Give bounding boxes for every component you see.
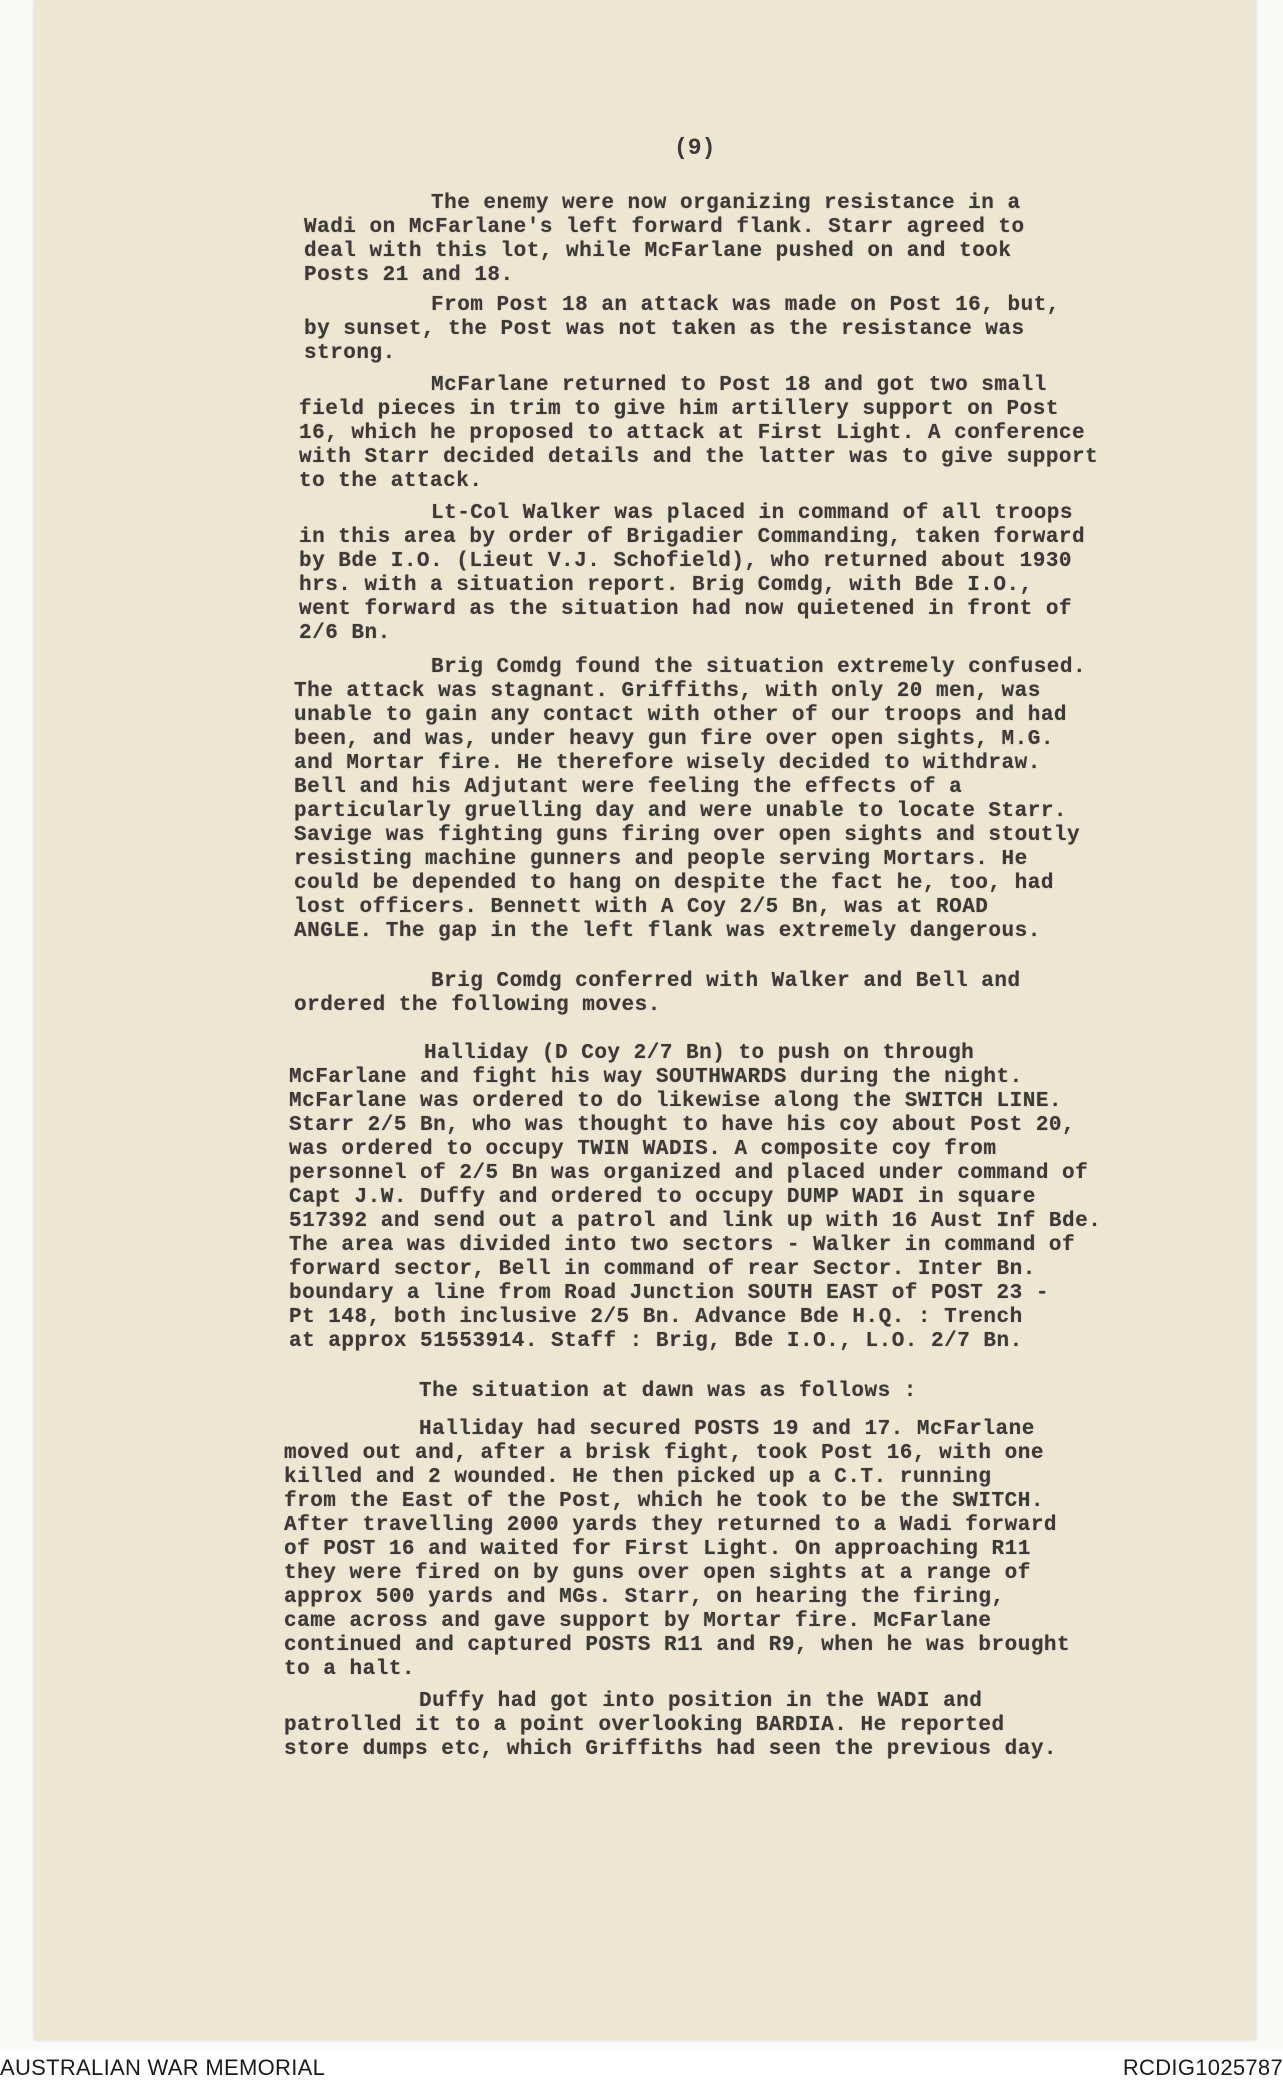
text-line: from the East of the Post, which he took to be the SWITCH.	[284, 1490, 1044, 1513]
text-line: deal with this lot, while McFarlane pushed on and took	[304, 240, 1012, 263]
text-line: lost officers. Bennett with A Coy 2/5 Bn, was at ROAD	[294, 896, 989, 919]
text-line: The situation at dawn was as follows :	[419, 1380, 917, 1403]
text-line: unable to gain any contact with other of our troops and had	[294, 704, 1068, 727]
text-line: Starr 2/5 Bn, who was thought to have his coy about Post 20,	[289, 1114, 1076, 1137]
text-line: Halliday had secured POSTS 19 and 17. McFarlane	[419, 1418, 1035, 1441]
text-line: went forward as the situation had now quietened in front of	[299, 598, 1073, 621]
text-line: The area was divided into two sectors - Walker in command of	[289, 1234, 1076, 1257]
text-line: McFarlane and fight his way SOUTHWARDS during the night.	[289, 1066, 1023, 1089]
typed-page	[34, 0, 1256, 2040]
text-line: Posts 21 and 18.	[304, 264, 514, 287]
text-line: by sunset, the Post was not taken as the resistance was	[304, 318, 1025, 341]
text-line: The enemy were now organizing resistance in a	[431, 192, 1021, 215]
text-line: strong.	[304, 342, 396, 365]
text-line: and Mortar fire. He therefore wisely decided to withdraw.	[294, 752, 1041, 775]
text-line: store dumps etc, which Griffiths had seen the previous day.	[284, 1738, 1058, 1761]
text-line: ordered the following moves.	[294, 994, 661, 1017]
text-line: field pieces in trim to give him artillery support on Post	[299, 398, 1059, 421]
text-line: continued and captured POSTS R11 and R9, when he was brought	[284, 1634, 1071, 1657]
text-line: 517392 and send out a patrol and link up with 16 Aust Inf Bde.	[289, 1210, 1102, 1233]
text-line: The attack was stagnant. Griffiths, with only 20 men, was	[294, 680, 1041, 703]
text-line: could be depended to hang on despite the fact he, too, had	[294, 872, 1054, 895]
text-line: patrolled it to a point overlooking BARDIA. He reported	[284, 1714, 1005, 1737]
text-line: particularly gruelling day and were unable to locate Starr.	[294, 800, 1068, 823]
text-line: at approx 51553914. Staff : Brig, Bde I.O., L.O. 2/7 Bn.	[289, 1330, 1023, 1353]
page-number: (9)	[674, 135, 716, 161]
text-line: in this area by order of Brigadier Commanding, taken forward	[299, 526, 1086, 549]
text-line: was ordered to occupy TWIN WADIS. A composite coy from	[289, 1138, 997, 1161]
text-line: personnel of 2/5 Bn was organized and placed under command of	[289, 1162, 1089, 1185]
text-line: by Bde I.O. (Lieut V.J. Schofield), who returned about 1930	[299, 550, 1073, 573]
footer-institution: AUSTRALIAN WAR MEMORIAL	[0, 2055, 326, 2080]
text-line: Savige was fighting guns firing over open sights and stoutly	[294, 824, 1081, 847]
text-line: Duffy had got into position in the WADI and	[419, 1690, 983, 1713]
text-line: Brig Comdg found the situation extremely confused.	[431, 656, 1087, 679]
text-line: moved out and, after a brisk fight, took Post 16, with one	[284, 1442, 1044, 1465]
footer	[0, 2051, 1283, 2082]
text-line: McFarlane was ordered to do likewise along the SWITCH LINE.	[289, 1090, 1063, 1113]
text-line: 2/6 Bn.	[299, 622, 391, 645]
text-line: Capt J.W. Duffy and ordered to occupy DUMP WADI in square	[289, 1186, 1036, 1209]
text-line: McFarlane returned to Post 18 and got two small	[431, 374, 1047, 397]
text-line: to a halt.	[284, 1658, 416, 1681]
text-line: been, and was, under heavy gun fire over open sights, M.G.	[294, 728, 1054, 751]
text-line: hrs. with a situation report. Brig Comdg, with Bde I.O.,	[299, 574, 1033, 597]
text-line: forward sector, Bell in command of rear Sector. Inter Bn.	[289, 1258, 1036, 1281]
text-line: Pt 148, both inclusive 2/5 Bn. Advance Bde H.Q. : Trench	[289, 1306, 1023, 1329]
text-line: Halliday (D Coy 2/7 Bn) to push on through	[424, 1042, 975, 1065]
text-line: with Starr decided details and the latter was to give support	[299, 446, 1099, 469]
text-line: they were fired on by guns over open sights at a range of	[284, 1562, 1031, 1585]
text-line: of POST 16 and waited for First Light. On approaching R11	[284, 1538, 1031, 1561]
text-line: boundary a line from Road Junction SOUTH EAST of POST 23 -	[289, 1282, 1049, 1305]
text-line: 16, which he proposed to attack at First Light. A conference	[299, 422, 1086, 445]
text-line: Lt-Col Walker was placed in command of all troops	[431, 502, 1074, 525]
text-line: approx 500 yards and MGs. Starr, on hearing the firing,	[284, 1586, 1005, 1609]
text-line: resisting machine gunners and people serving Mortars. He	[294, 848, 1028, 871]
text-line: Wadi on McFarlane's left forward flank. Starr agreed to	[304, 216, 1025, 239]
text-line: killed and 2 wounded. He then picked up a C.T. running	[284, 1466, 992, 1489]
text-line: Brig Comdg conferred with Walker and Bell and	[431, 970, 1021, 993]
text-line: From Post 18 an attack was made on Post 16, but,	[431, 294, 1060, 317]
text-line: ANGLE. The gap in the left flank was extremely dangerous.	[294, 920, 1041, 943]
text-line: came across and gave support by Mortar fire. McFarlane	[284, 1610, 992, 1633]
text-line: to the attack.	[299, 470, 483, 493]
text-line: After travelling 2000 yards they returned to a Wadi forward	[284, 1514, 1058, 1537]
footer-record-id: RCDIG1025787	[1122, 2055, 1283, 2080]
text-line: Bell and his Adjutant were feeling the effects of a	[294, 776, 963, 799]
